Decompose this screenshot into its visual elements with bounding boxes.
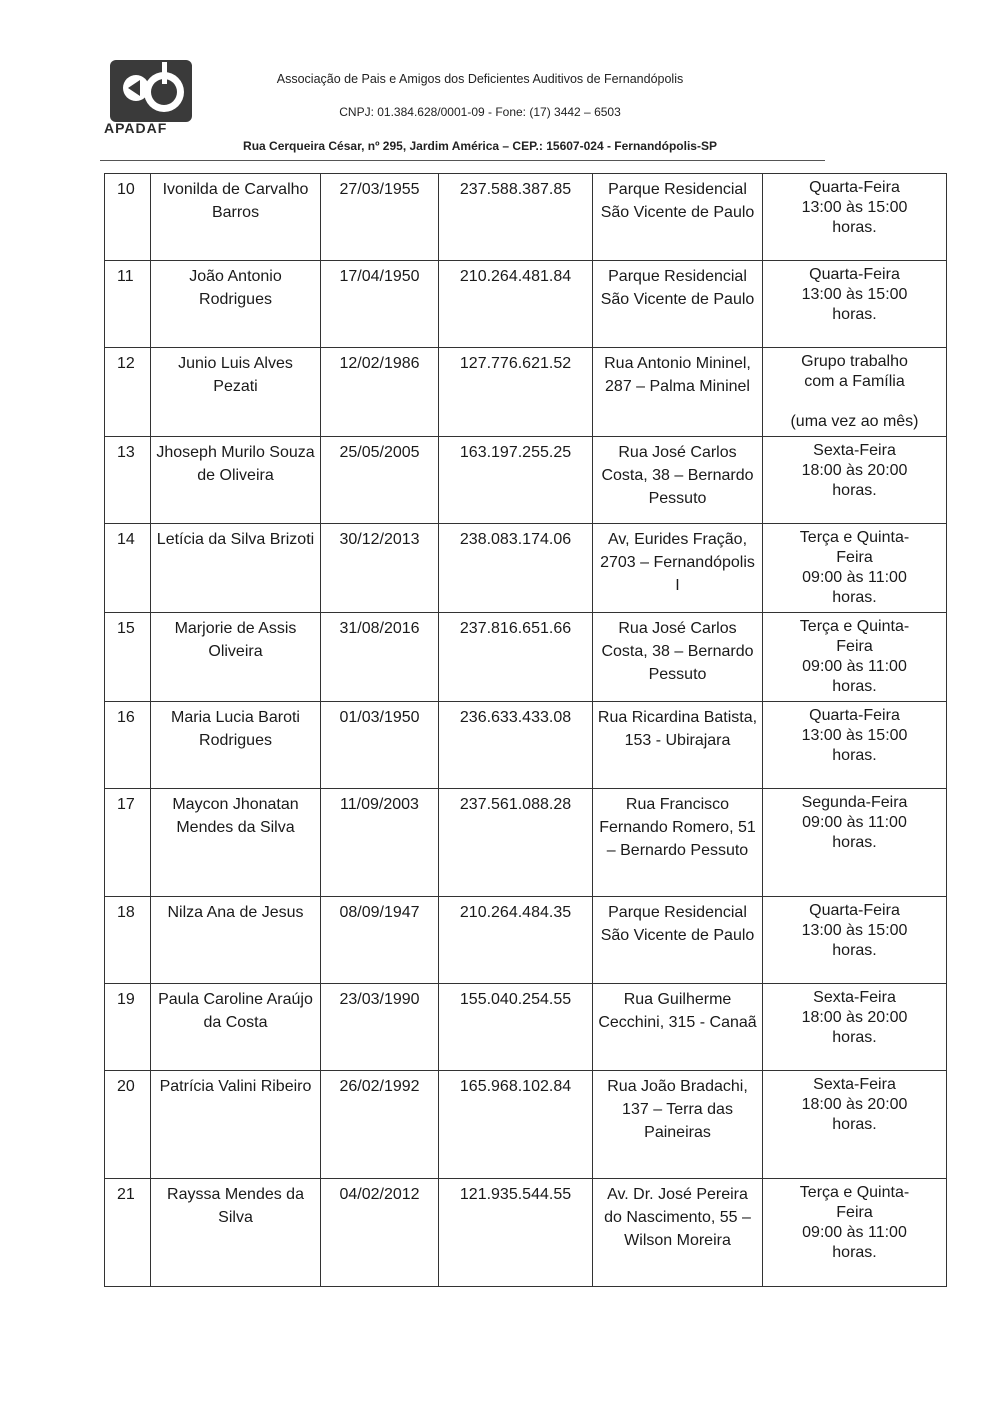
person-name: Rayssa Mendes da Silva	[151, 1179, 321, 1287]
person-name: Maria Lucia Baroti Rodrigues	[151, 702, 321, 789]
address: Parque Residencial São Vicente de Paulo	[593, 261, 763, 348]
schedule	[763, 524, 947, 613]
birth-date: 23/03/1990	[321, 984, 439, 1071]
row-number: 17	[105, 789, 151, 897]
table-row	[105, 524, 947, 613]
schedule-line: 13:00 às 15:00	[801, 286, 908, 303]
birth-date: 27/03/1955	[321, 174, 439, 261]
schedule-line: 18:00 às 20:00	[801, 1009, 908, 1026]
document-number: 127.776.621.52	[439, 348, 593, 437]
schedule-line: Quarta-Feira	[809, 266, 900, 283]
birth-date: 30/12/2013	[321, 524, 439, 613]
person-name: Patrícia Valini Ribeiro	[151, 1071, 321, 1179]
schedule-line: horas.	[832, 482, 877, 499]
address: Av. Dr. José Pereira do Nascimento, 55 – Wilson Moreira	[593, 1179, 763, 1287]
table-row	[105, 789, 947, 897]
schedule-line: Sexta-Feira	[813, 442, 896, 459]
schedule-line: horas.	[832, 1244, 877, 1261]
schedule	[763, 437, 947, 524]
address: Rua José Carlos Costa, 38 – Bernardo Pessuto	[593, 613, 763, 702]
row-number: 21	[105, 1179, 151, 1287]
schedule-line: Grupo trabalho	[801, 353, 908, 370]
schedule-line: horas.	[832, 942, 877, 959]
schedule-line: horas.	[832, 589, 877, 606]
schedule-line: 18:00 às 20:00	[801, 462, 908, 479]
schedule	[763, 613, 947, 702]
schedule-line: Feira	[836, 638, 873, 655]
schedule-line: 09:00 às 11:00	[802, 569, 907, 586]
table-row	[105, 897, 947, 984]
row-number: 16	[105, 702, 151, 789]
row-number: 12	[105, 348, 151, 437]
person-name: Ivonilda de Carvalho Barros	[151, 174, 321, 261]
address: Parque Residencial São Vicente de Paulo	[593, 174, 763, 261]
person-name: Marjorie de Assis Oliveira	[151, 613, 321, 702]
address: Parque Residencial São Vicente de Paulo	[593, 897, 763, 984]
letterhead	[100, 52, 860, 162]
document-number: 165.968.102.84	[439, 1071, 593, 1179]
document-number: 121.935.544.55	[439, 1179, 593, 1287]
beneficiaries-table	[104, 173, 946, 1287]
person-name: Letícia da Silva Brizoti	[151, 524, 321, 613]
document-number: 210.264.481.84	[439, 261, 593, 348]
schedule-line: 13:00 às 15:00	[801, 199, 908, 216]
birth-date: 01/03/1950	[321, 702, 439, 789]
address: Av, Eurides Fração, 2703 – Fernandópolis I	[593, 524, 763, 613]
address: Rua Guilherme Cecchini, 315 - Canaã	[593, 984, 763, 1071]
person-name: Nilza Ana de Jesus	[151, 897, 321, 984]
schedule-line: horas.	[832, 1029, 877, 1046]
schedule-line: Quarta-Feira	[809, 707, 900, 724]
header-divider	[100, 160, 825, 161]
table-row	[105, 613, 947, 702]
schedule-line: 13:00 às 15:00	[801, 922, 908, 939]
row-number: 13	[105, 437, 151, 524]
address: Rua José Carlos Costa, 38 – Bernardo Pessuto	[593, 437, 763, 524]
table-row	[105, 984, 947, 1071]
logo-text: APADAF	[104, 120, 168, 136]
schedule	[763, 261, 947, 348]
table-row	[105, 348, 947, 437]
row-number: 11	[105, 261, 151, 348]
document-number: 236.633.433.08	[439, 702, 593, 789]
schedule-line: Terça e Quinta-	[799, 1184, 910, 1201]
table-row	[105, 1071, 947, 1179]
document-number: 237.816.651.66	[439, 613, 593, 702]
document-number: 238.083.174.06	[439, 524, 593, 613]
schedule	[763, 789, 947, 897]
org-name: Associação de Pais e Amigos dos Deficientes Auditivos de Fernandópolis	[276, 72, 684, 86]
table-row	[105, 437, 947, 524]
schedule-line: horas.	[832, 306, 877, 323]
address: Rua João Bradachi, 137 – Terra das Paineiras	[593, 1071, 763, 1179]
row-number: 20	[105, 1071, 151, 1179]
address: Rua Antonio Mininel, 287 – Palma Mininel	[593, 348, 763, 437]
table-row	[105, 261, 947, 348]
row-number: 18	[105, 897, 151, 984]
schedule-line: 18:00 às 20:00	[801, 1096, 908, 1113]
row-number: 10	[105, 174, 151, 261]
birth-date: 17/04/1950	[321, 261, 439, 348]
birth-date: 25/05/2005	[321, 437, 439, 524]
address: Rua Ricardina Batista, 153 - Ubirajara	[593, 702, 763, 789]
document-number: 210.264.484.35	[439, 897, 593, 984]
schedule-line: Feira	[836, 1204, 873, 1221]
schedule-line: 09:00 às 11:00	[802, 658, 907, 675]
person-name: Jhoseph Murilo Souza de Oliveira	[151, 437, 321, 524]
document-number: 155.040.254.55	[439, 984, 593, 1071]
schedule	[763, 174, 947, 261]
row-number: 15	[105, 613, 151, 702]
birth-date: 11/09/2003	[321, 789, 439, 897]
schedule-line: horas.	[832, 834, 877, 851]
person-name: João Antonio Rodrigues	[151, 261, 321, 348]
schedule-line: Feira	[836, 549, 873, 566]
schedule-line: Sexta-Feira	[813, 1076, 896, 1093]
table-row	[105, 1179, 947, 1287]
cnpj-line: CNPJ: 01.384.628/0001-09 - Fone: (17) 3442 – 6503	[339, 105, 621, 119]
schedule	[763, 984, 947, 1071]
schedule-line: 09:00 às 11:00	[802, 814, 907, 831]
schedule-line: Quarta-Feira	[809, 179, 900, 196]
schedule-line	[767, 392, 942, 412]
document-number: 237.588.387.85	[439, 174, 593, 261]
birth-date: 26/02/1992	[321, 1071, 439, 1179]
schedule	[763, 702, 947, 789]
document-number: 237.561.088.28	[439, 789, 593, 897]
row-number: 19	[105, 984, 151, 1071]
schedule	[763, 1071, 947, 1179]
schedule-line: Terça e Quinta-	[799, 529, 910, 546]
schedule-line: (uma vez ao mês)	[790, 413, 919, 430]
table-row	[105, 702, 947, 789]
schedule-line: horas.	[832, 678, 877, 695]
schedule-line: 13:00 às 15:00	[801, 727, 908, 744]
row-number: 14	[105, 524, 151, 613]
schedule-line: Terça e Quinta-	[799, 618, 910, 635]
schedule-line: Quarta-Feira	[809, 902, 900, 919]
birth-date: 04/02/2012	[321, 1179, 439, 1287]
table-row	[105, 174, 947, 261]
birth-date: 31/08/2016	[321, 613, 439, 702]
person-name: Junio Luis Alves Pezati	[151, 348, 321, 437]
schedule-line: Sexta-Feira	[813, 989, 896, 1006]
schedule-line: 09:00 às 11:00	[802, 1224, 907, 1241]
schedule-line: horas.	[832, 1116, 877, 1133]
schedule-line: horas.	[832, 219, 877, 236]
document-number: 163.197.255.25	[439, 437, 593, 524]
person-name: Paula Caroline Araújo da Costa	[151, 984, 321, 1071]
birth-date: 12/02/1986	[321, 348, 439, 437]
schedule	[763, 897, 947, 984]
address: Rua Francisco Fernando Romero, 51 – Bernardo Pessuto	[593, 789, 763, 897]
schedule-line: horas.	[832, 747, 877, 764]
address-line: Rua Cerqueira César, nº 295, Jardim América – CEP.: 15607-024 - Fernandópolis-SP	[243, 139, 717, 153]
birth-date: 08/09/1947	[321, 897, 439, 984]
schedule-line: Segunda-Feira	[801, 794, 908, 811]
schedule	[763, 1179, 947, 1287]
schedule	[763, 348, 947, 437]
schedule-line: com a Família	[804, 373, 905, 390]
person-name: Maycon Jhonatan Mendes da Silva	[151, 789, 321, 897]
